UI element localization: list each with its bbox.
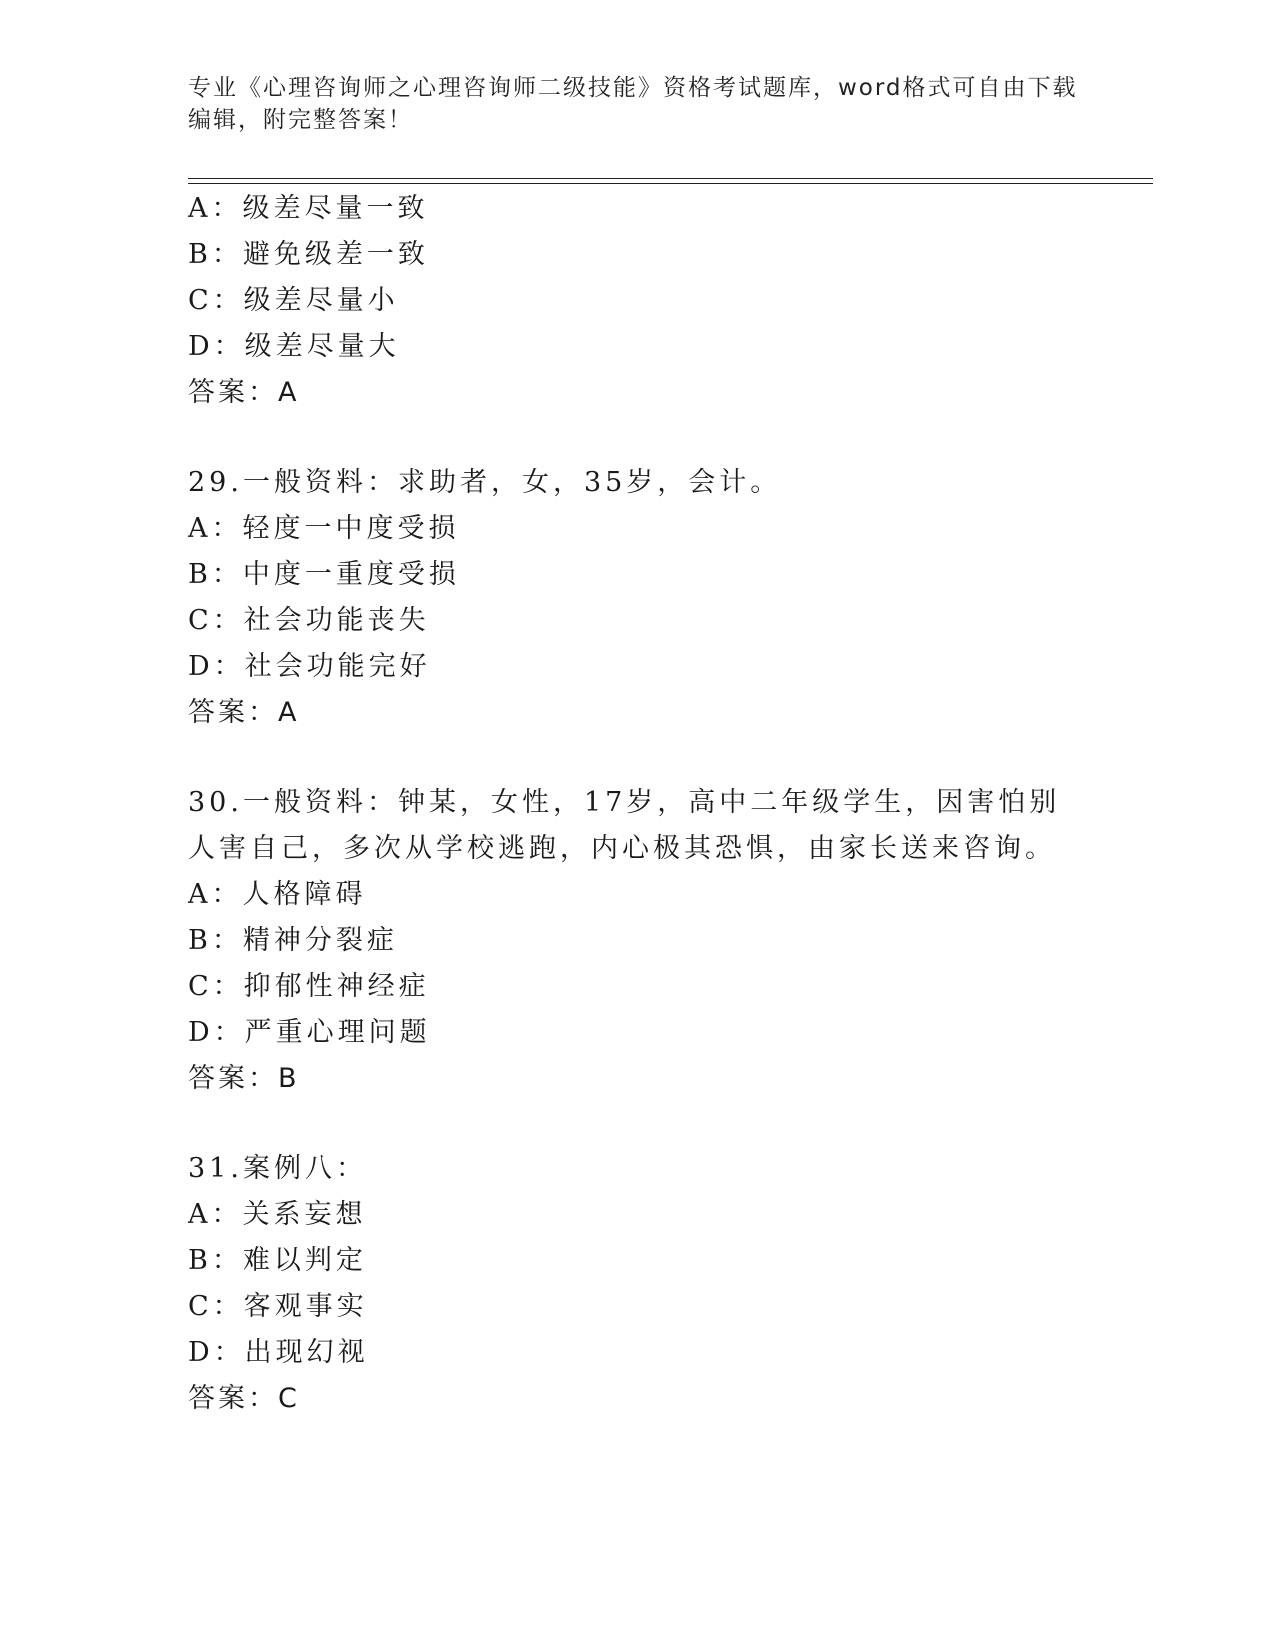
question-block — [188, 460, 1088, 736]
question-stem: 31.案例八： — [188, 1153, 367, 1184]
option-a: A：轻度一中度受损 — [188, 513, 460, 544]
option-d: D：社会功能完好 — [188, 651, 431, 682]
option-b: B：避免级差一致 — [188, 239, 429, 270]
answer-line: 答案：A — [188, 697, 300, 728]
option-b: B：难以判定 — [188, 1245, 367, 1276]
answer-line: 答案：A — [188, 377, 300, 408]
question-block — [188, 1146, 1088, 1422]
option-a: A：关系妄想 — [188, 1199, 367, 1230]
question-block — [188, 186, 1088, 416]
answer-line: 答案：C — [188, 1383, 300, 1414]
header-divider-bottom — [188, 183, 1153, 184]
option-a: A：级差尽量一致 — [188, 193, 429, 224]
option-d: D：严重心理问题 — [188, 1017, 431, 1048]
option-d: D：出现幻视 — [188, 1337, 369, 1368]
header-divider-top — [188, 178, 1153, 179]
option-a: A：人格障碍 — [188, 879, 367, 910]
option-c: C：客观事实 — [188, 1291, 368, 1322]
question-list — [188, 186, 1088, 1422]
option-c: C：级差尽量小 — [188, 285, 399, 316]
option-b: B：中度一重度受损 — [188, 559, 460, 590]
option-c: C：抑郁性神经症 — [188, 971, 430, 1002]
question-stem: 29.一般资料：求助者，女，35岁，会计。 — [188, 467, 782, 498]
option-d: D：级差尽量大 — [188, 331, 400, 362]
option-c: C：社会功能丧失 — [188, 605, 430, 636]
question-stem: 30.一般资料：钟某，女性，17岁，高中二年级学生，因害怕别人害自己，多次从学校逃跑，内心极其恐惧，由家长送来咨询。 — [188, 787, 1061, 864]
answer-line: 答案：B — [188, 1063, 300, 1094]
document-header: 专业《心理咨询师之心理咨询师二级技能》资格考试题库，word格式可自由下载编辑，附完整答案！ — [188, 75, 1078, 133]
option-b: B：精神分裂症 — [188, 925, 398, 956]
question-block — [188, 780, 1088, 1102]
